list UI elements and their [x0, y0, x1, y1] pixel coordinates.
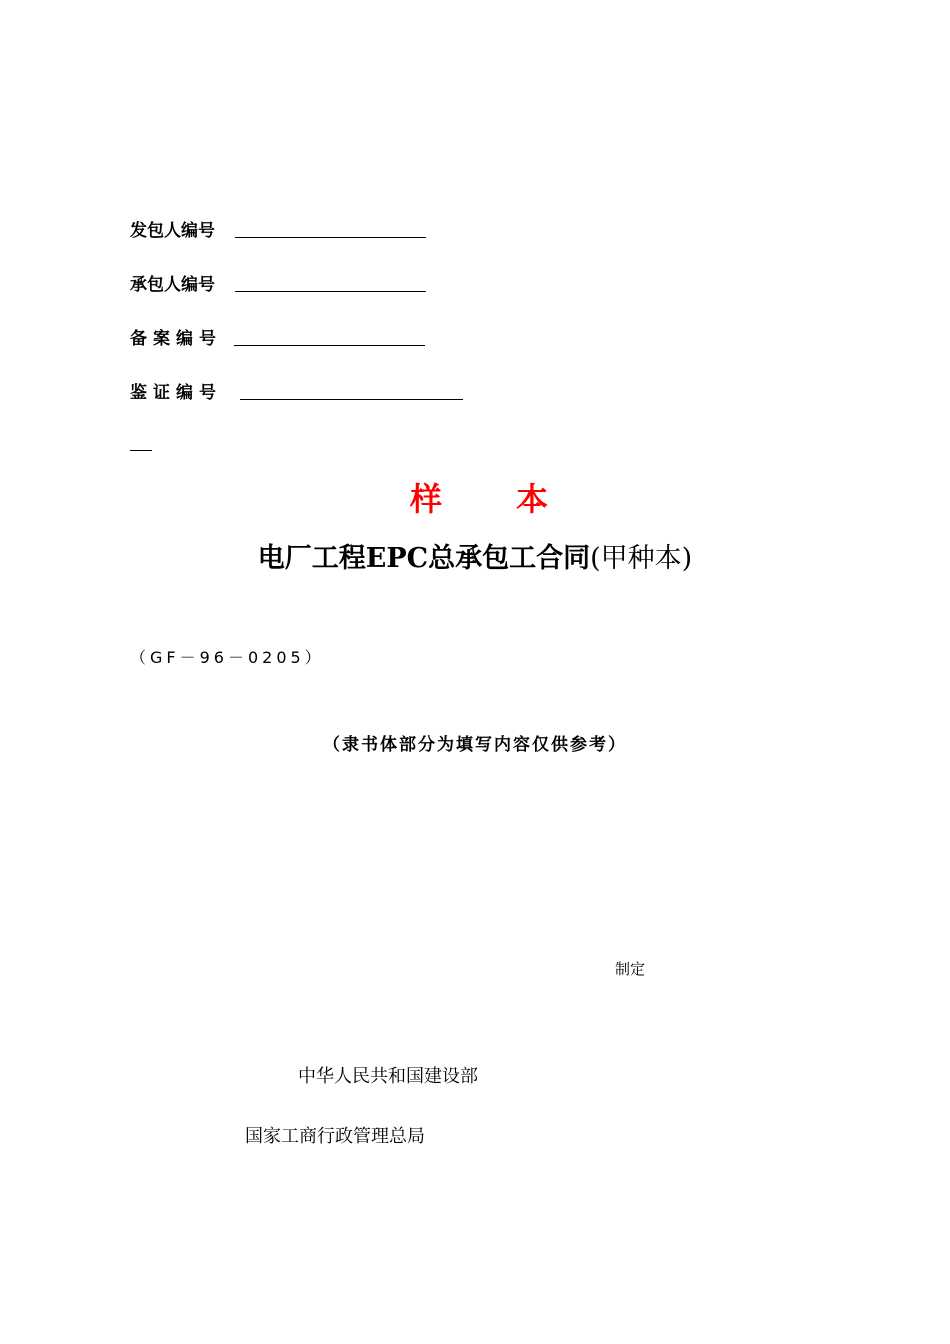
contract-title — [0, 536, 950, 575]
filing-number-blank[interactable] — [234, 344, 425, 346]
document-code: （GF－96－0205） — [130, 648, 325, 667]
reference-note: （隶书体部分为填写内容仅供参考） — [323, 735, 627, 755]
employer-number-blank[interactable] — [235, 236, 426, 238]
verification-number-field — [130, 378, 463, 403]
sample-stamp — [410, 474, 548, 520]
contractor-number-label: 承包人编号 — [130, 275, 215, 295]
short-dash-line — [130, 450, 152, 451]
employer-number-field — [130, 216, 426, 241]
issuer-administration: 国家工商行政管理总局 — [245, 1126, 425, 1147]
contract-title-suffix: (甲种本) — [590, 543, 693, 574]
contractor-number-blank[interactable] — [235, 290, 426, 292]
employer-number-label: 发包人编号 — [130, 221, 215, 241]
sample-char-1: 样 — [410, 480, 443, 518]
contractor-number-field — [130, 270, 426, 295]
issuer-ministry: 中华人民共和国建设部 — [298, 1066, 478, 1087]
sample-char-2: 本 — [516, 480, 549, 518]
enacted-label: 制定 — [615, 960, 646, 978]
contract-title-main: 电厂工程EPC总承包工合同 — [257, 543, 591, 574]
verification-number-label: 鉴证编号 — [130, 383, 222, 403]
filing-number-field — [130, 324, 425, 349]
filing-number-label: 备案编号 — [130, 329, 222, 349]
verification-number-blank[interactable] — [240, 398, 463, 400]
